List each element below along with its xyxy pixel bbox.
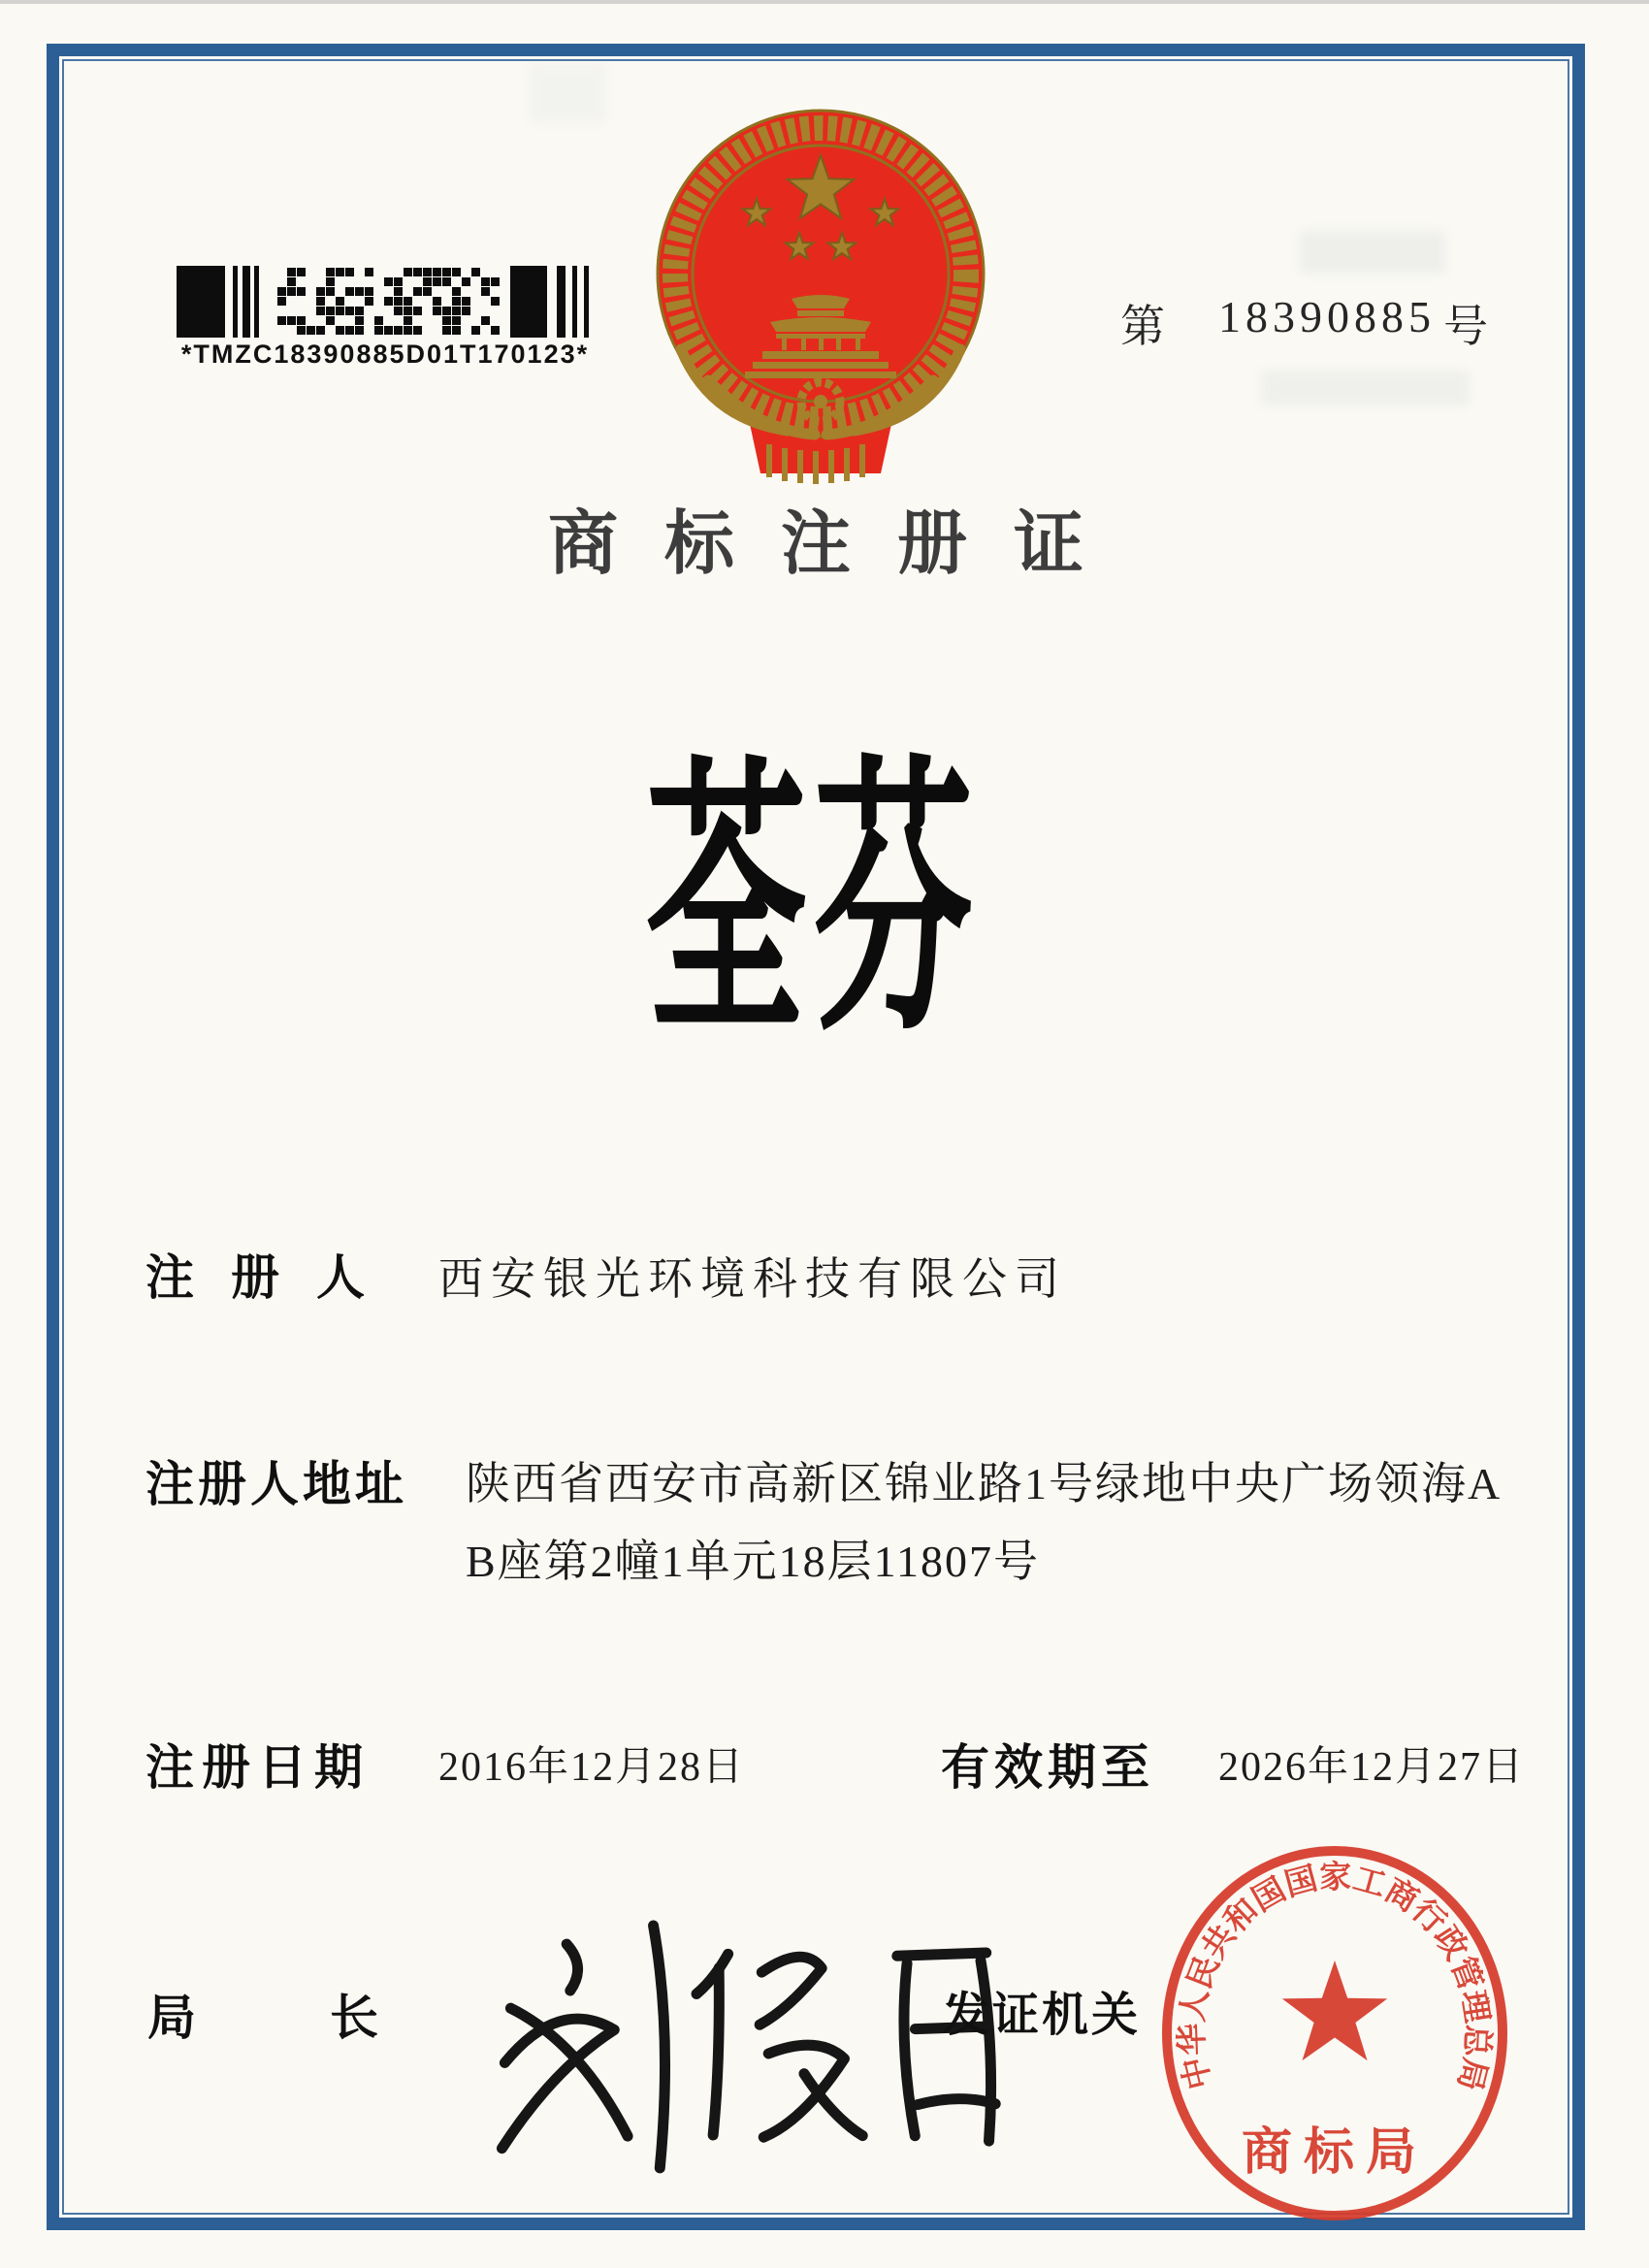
- cert-number-suffix: 号: [1443, 302, 1488, 351]
- scan-edge: [0, 0, 1649, 4]
- scan-smudge: [1261, 371, 1470, 405]
- registration-date-label: 注册日期: [146, 1740, 371, 1795]
- valid-until-label: 有效期至: [941, 1740, 1154, 1795]
- registrant-address-value: 陕西省西安市高新区锦业路1号绿地中央广场领海AB座第2幢1单元18层11807号: [466, 1459, 1503, 1586]
- seal-bottom-text: 商标局: [1241, 2125, 1429, 2181]
- certificate-title: 商标注册证: [548, 505, 1131, 583]
- registrant-value: 西安银光环境科技有限公司: [438, 1254, 1067, 1304]
- issuer-seal-icon: [1145, 1829, 1533, 2236]
- seal-star-icon: [1282, 1960, 1387, 2060]
- barcode-text: *TMZC18390885D01T170123*: [180, 340, 590, 369]
- director-signature: [477, 1909, 1001, 2187]
- issuing-authority-label: 发证机关: [943, 1990, 1142, 2041]
- national-emblem-icon: [652, 89, 989, 485]
- trademark-text: 荃芬: [646, 737, 982, 1063]
- cert-number-prefix: 第: [1120, 302, 1165, 351]
- valid-until-value: 2026年12月27日: [1218, 1745, 1526, 1790]
- registration-date-value: 2016年12月28日: [438, 1745, 746, 1790]
- registrant-label: 注册人: [146, 1250, 365, 1305]
- director-label: 局长: [147, 1991, 378, 2045]
- cert-number: 18390885: [1218, 292, 1436, 341]
- registrant-address-label: 注册人地址: [146, 1457, 407, 1511]
- barcode-icon: [177, 266, 594, 338]
- scan-smudge: [529, 64, 606, 122]
- seal-ring-text: 中华人民共和国国家工商行政管理总局: [1175, 1860, 1495, 2094]
- scan-smudge: [1300, 231, 1445, 274]
